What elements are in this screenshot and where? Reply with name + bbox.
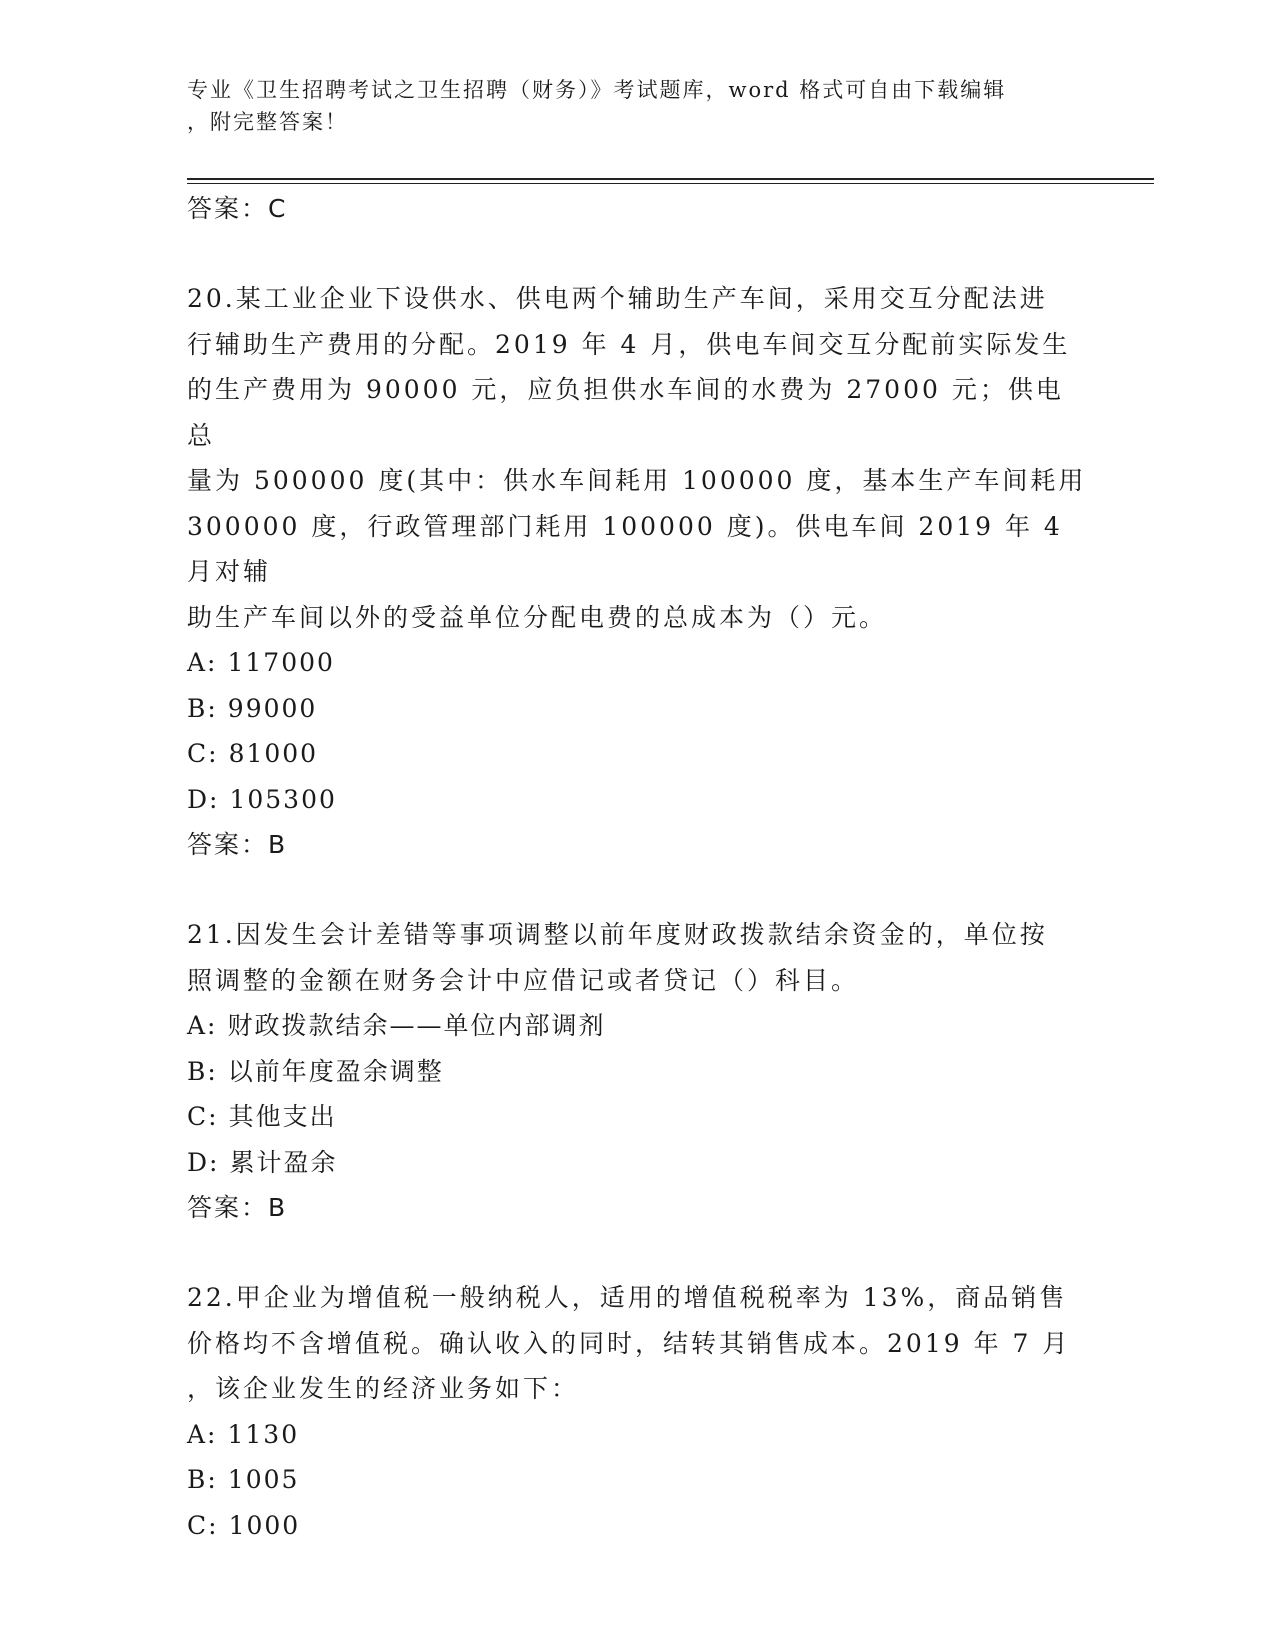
option-text: 1005 [227, 1465, 300, 1494]
option-letter: B: [187, 1056, 218, 1086]
option-text: 105300 [229, 784, 337, 814]
stem-line: 助生产车间以外的受益单位分配电费的总成本为（）元。 [187, 602, 888, 632]
option-letter: C: [187, 1102, 219, 1131]
question-stem [187, 276, 1087, 640]
option-letter: C: [187, 1510, 219, 1540]
option-letter: A: [187, 648, 218, 677]
option-letter: B: [187, 1465, 218, 1494]
header-divider-thick [187, 178, 1154, 180]
option-a [187, 640, 1087, 686]
option-text: 1000 [228, 1510, 301, 1540]
question-stem [187, 1275, 1087, 1412]
option-text: 其他支出 [228, 1102, 337, 1131]
option-text: 以前年度盈余调整 [227, 1056, 444, 1086]
header-divider-thin [187, 183, 1154, 184]
stem-line: 价格均不含增值税。确认收入的同时，结转其销售成本。2019 年 7 月 [187, 1328, 1071, 1358]
spacer [187, 1231, 1087, 1275]
stem-line: ，该企业发生的经济业务如下： [187, 1374, 580, 1403]
option-letter: B: [187, 693, 218, 723]
stem-line: 20.某工业企业下设供水、供电两个辅助生产车间，采用交互分配法进 [187, 284, 1048, 313]
stem-line: 21.因发生会计差错等事项调整以前年度财政拨款结余资金的，单位按 [187, 920, 1048, 949]
option-text: 117000 [227, 648, 335, 677]
stem-line: 22.甲企业为增值税一般纳税人，适用的增值税税率为 13%，商品销售 [187, 1283, 1068, 1312]
spacer [187, 868, 1087, 912]
question-20 [187, 276, 1087, 868]
option-c [187, 731, 1087, 777]
option-letter: A: [187, 1419, 218, 1449]
option-d [187, 777, 1087, 823]
option-d [187, 1140, 1087, 1186]
option-text: 累计盈余 [229, 1147, 338, 1177]
document-header [187, 74, 1067, 138]
option-letter: C: [187, 739, 219, 768]
stem-line: 照调整的金额在财务会计中应借记或者贷记（）科目。 [187, 965, 860, 995]
question-list [187, 186, 1087, 1548]
spacer [187, 232, 1087, 276]
option-b [187, 1457, 1087, 1503]
answer-line: 答案：B [187, 830, 288, 859]
question-stem [187, 912, 1087, 1003]
option-b [187, 686, 1087, 732]
question-22 [187, 1275, 1087, 1548]
answer-line: 答案：C [187, 194, 288, 223]
stem-line: 的生产费用为 90000 元，应负担供水车间的水费为 27000 元；供电总 [187, 375, 1064, 450]
stem-line: 300000 度，行政管理部门耗用 100000 度)。供电车间 2019 年 4 月对辅 [187, 511, 1063, 586]
answer-line: 答案：B [187, 1193, 288, 1222]
header-line-1: 专业《卫生招聘考试之卫生招聘（财务）》考试题库，word 格式可自由下载编辑 [187, 78, 1007, 102]
option-text: 81000 [228, 739, 319, 768]
option-b [187, 1049, 1087, 1095]
option-text: 99000 [227, 693, 318, 723]
option-c [187, 1094, 1087, 1140]
header-line-2: ，附完整答案！ [187, 110, 348, 134]
option-letter: D: [187, 1147, 220, 1177]
question-21 [187, 912, 1087, 1231]
option-letter: A: [187, 1011, 218, 1040]
stem-line: 行辅助生产费用的分配。2019 年 4 月，供电车间交互分配前实际发生 [187, 329, 1071, 359]
option-a [187, 1003, 1087, 1049]
stem-line: 量为 500000 度(其中：供水车间耗用 100000 度，基本生产车间耗用 [187, 466, 1087, 495]
option-c [187, 1503, 1087, 1549]
option-text: 1130 [227, 1419, 300, 1449]
option-letter: D: [187, 784, 220, 814]
option-text: 财政拨款结余——单位内部调剂 [227, 1011, 606, 1040]
option-a [187, 1412, 1087, 1458]
